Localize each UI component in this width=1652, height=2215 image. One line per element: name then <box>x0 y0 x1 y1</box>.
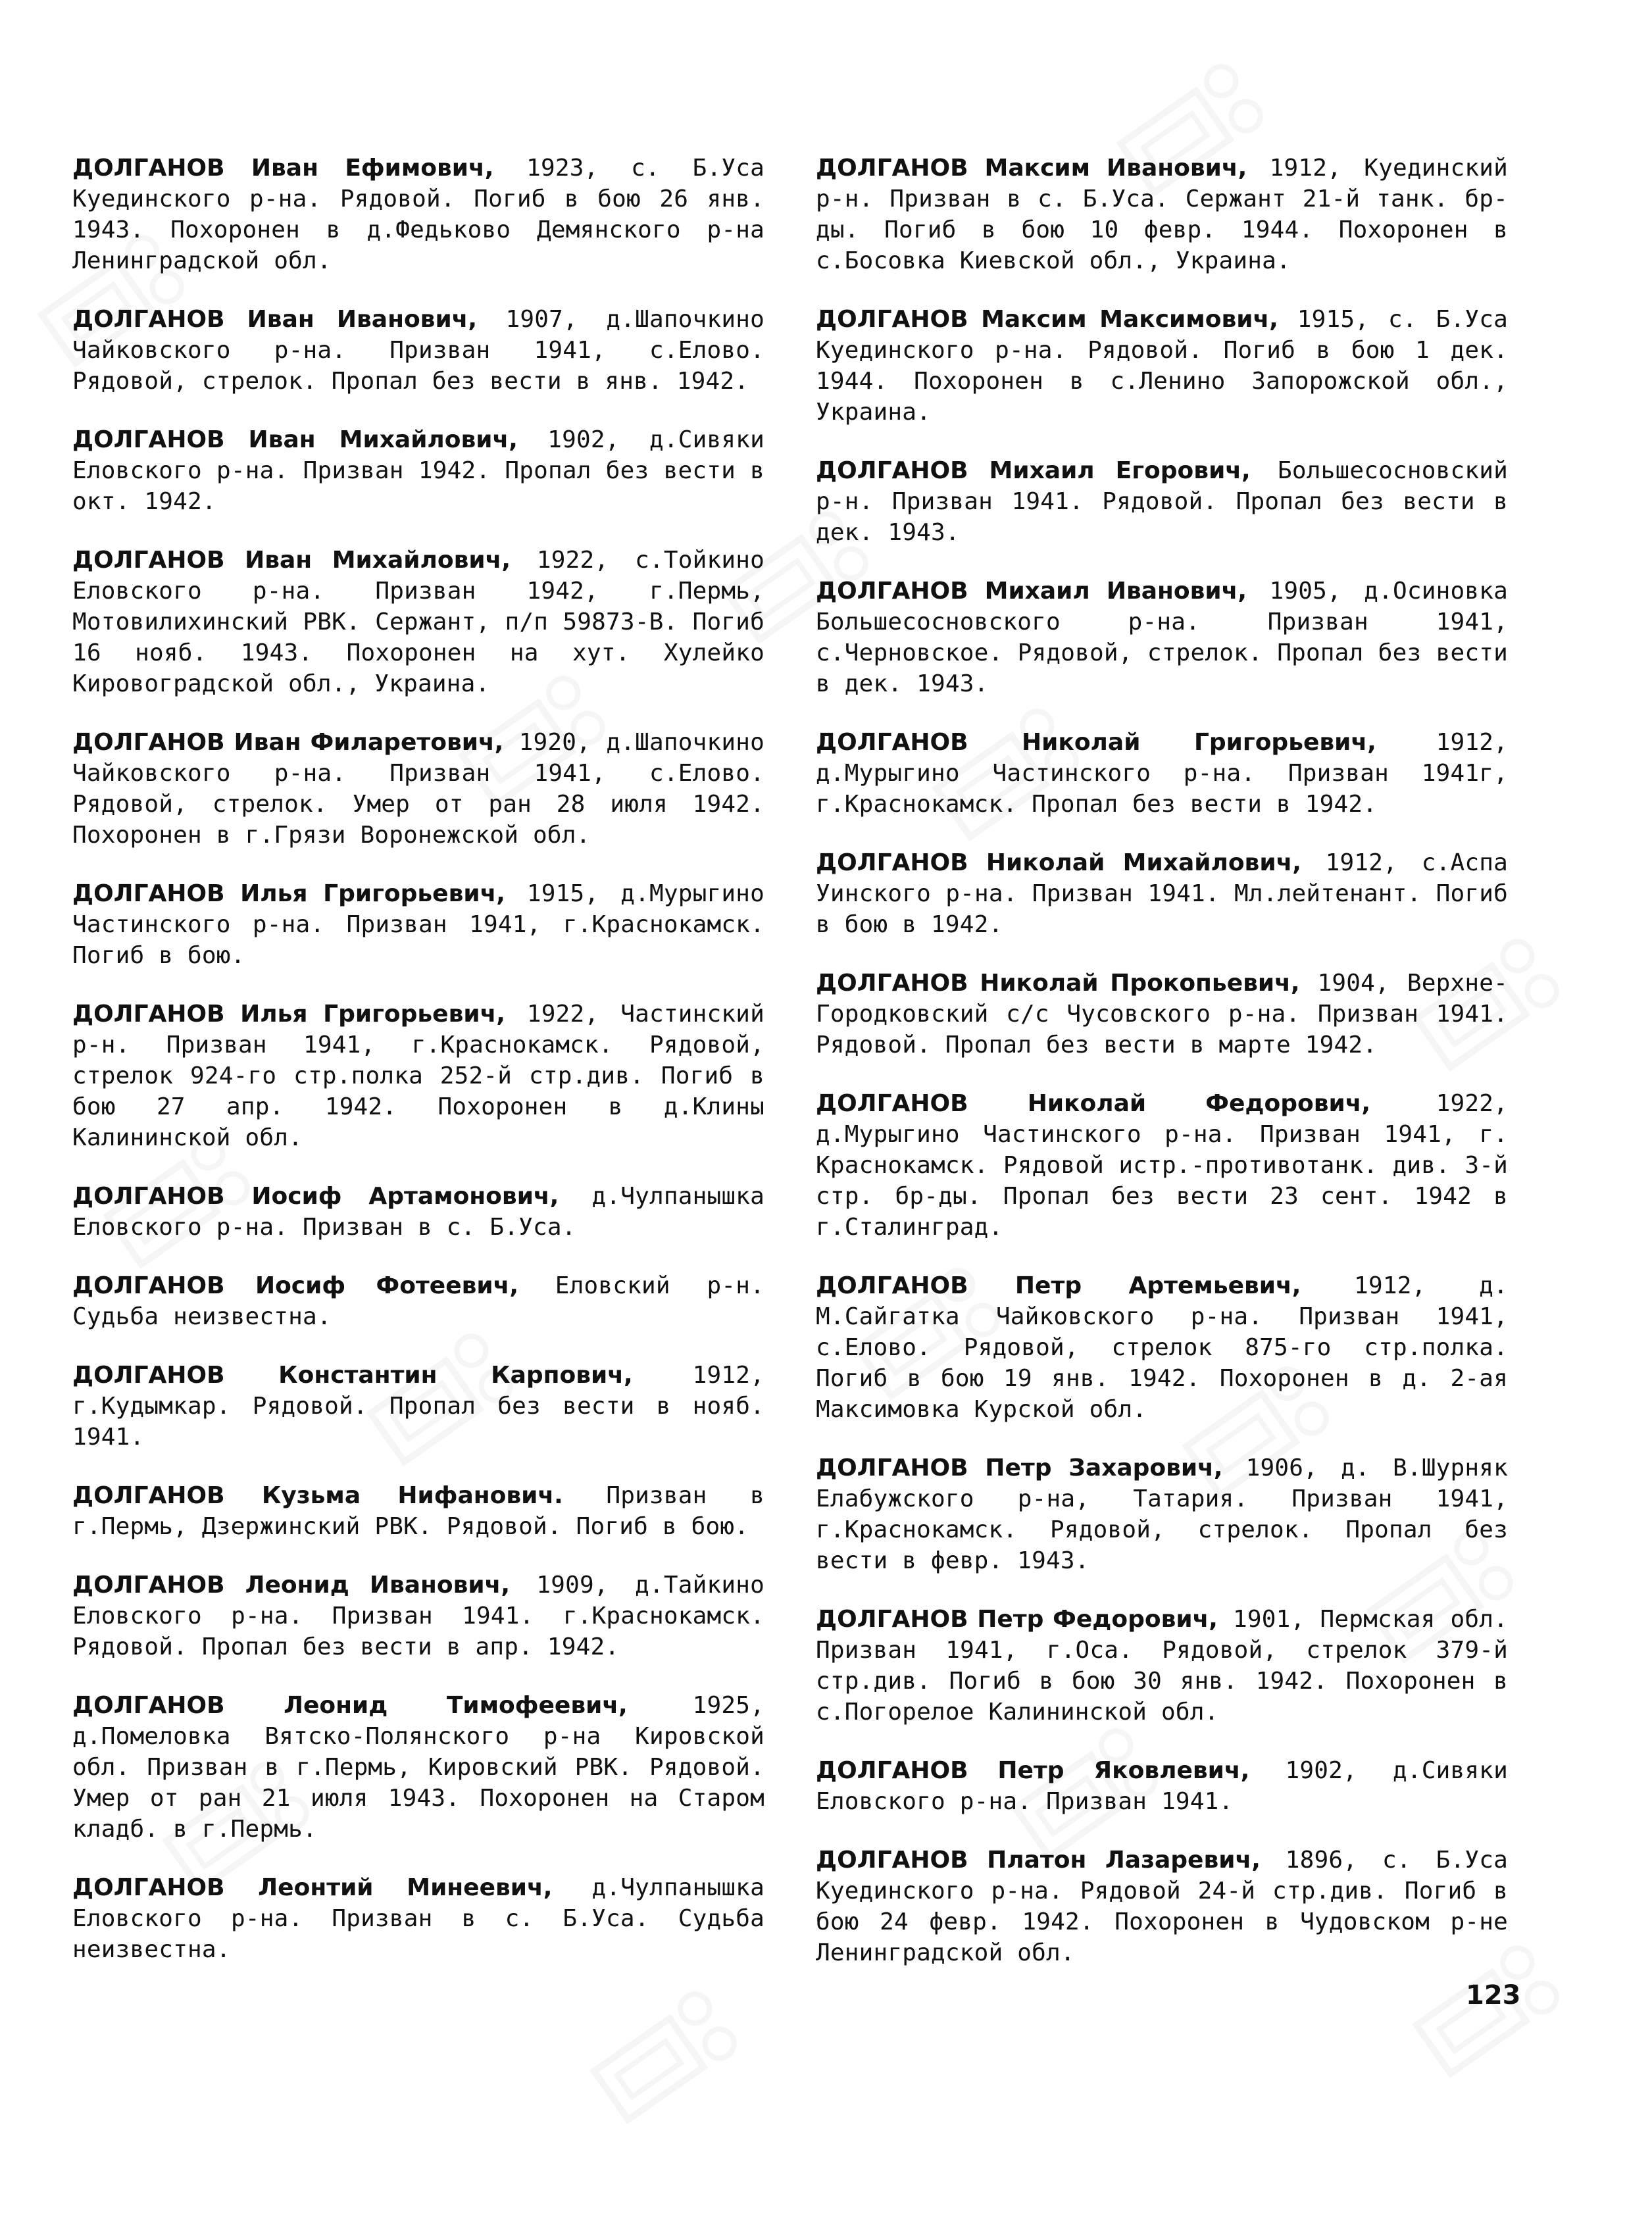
list-item <box>816 1088 1508 1243</box>
page-number: 123 <box>1466 1980 1521 2010</box>
list-item <box>72 153 764 276</box>
entry-text: 1906, д. В.Шурняк Елабужского р-на, Татария. Призван 1941, г.Краснокамск. Рядовой, стрелок. Пропал без вести в февр. 1943. <box>816 1455 1508 1574</box>
entry-name: ДОЛГАНОВ Платон Лазаревич, <box>816 1847 1261 1874</box>
entry-text: 1902, д.Сивяки Еловского р-на. Призван 1942. Пропал без вести в окт. 1942. <box>72 426 765 515</box>
list-item <box>816 455 1508 548</box>
entry-name: ДОЛГАНОВ Константин Карпович, <box>72 1362 633 1389</box>
list-item <box>816 968 1508 1060</box>
left-column <box>72 153 764 1993</box>
list-item <box>72 1570 764 1662</box>
entry-name: ДОЛГАНОВ Михаил Иванович, <box>816 578 1247 605</box>
entry-name: ДОЛГАНОВ Иосиф Фотеевич, <box>72 1272 519 1299</box>
entry-name: ДОЛГАНОВ Петр Захарович, <box>816 1455 1223 1481</box>
entry-text: 1923, с. Б.Уса Куединского р-на. Рядовой. Погиб в бою 26 янв. 1943. Похоронен в д.Федьково Демянского р-на Ленинградской обл. <box>72 155 764 274</box>
list-item <box>72 1690 764 1845</box>
entry-name: ДОЛГАНОВ Леонид Тимофеевич, <box>72 1692 628 1719</box>
list-item <box>72 878 764 971</box>
entry-text: д.Чулпанышка Еловского р-на. Призван в с. Б.Уса. Судьба неизвестна. <box>72 1874 764 1963</box>
list-item <box>72 1360 764 1453</box>
entry-name: ДОЛГАНОВ Петр Федорович, <box>816 1606 1218 1633</box>
list-item <box>816 153 1508 276</box>
archive-stamp-icon <box>578 1972 758 2140</box>
entry-name: ДОЛГАНОВ Иван Ефимович, <box>72 155 494 182</box>
entry-text: 1922, д.Мурыгино Частинского р-на. Призван 1941, г. Краснокамск. Рядовой истр.-противотанк. див. 3-й стр. бр-ды. Пропал без вести 23 сент. 1942 в г.Сталинград. <box>816 1090 1508 1241</box>
entry-text: 1912, д. М.Сайгатка Чайковского р-на. Призван 1941, с.Елово. Рядовой, стрелок 875-го стр.полка. Погиб в бою 19 янв. 1942. Похоронен в д. 2-ая Максимовка Курской обл. <box>816 1272 1508 1423</box>
list-item <box>816 1453 1508 1576</box>
entry-text: 1901, Пермская обл. Призван 1941, г.Оса. Рядовой, стрелок 379-й стр.див. Погиб в бою 30 янв. 1942. Похоронен в с.Погорелое Калининской обл. <box>816 1606 1509 1726</box>
entry-name: ДОЛГАНОВ Илья Григорьевич, <box>72 1001 505 1028</box>
entry-text: д.Чулпанышка Еловского р-на. Призван в с. Б.Уса. <box>72 1183 764 1241</box>
entry-name: ДОЛГАНОВ Иван Михайлович, <box>72 426 518 453</box>
entry-text: Призван в г.Пермь, Дзержинский РВК. Рядовой. Погиб в бою. <box>72 1482 764 1540</box>
list-item <box>72 727 764 851</box>
list-item <box>72 1480 764 1542</box>
entry-name: ДОЛГАНОВ Иосиф Артамонович, <box>72 1183 559 1210</box>
list-item <box>72 999 764 1153</box>
list-item <box>72 545 764 699</box>
list-item <box>816 576 1508 699</box>
list-item <box>816 847 1508 940</box>
entry-text: Большесосновский р-н. Призван 1941. Рядовой. Пропал без вести в дек. 1943. <box>816 457 1508 546</box>
entry-name: ДОЛГАНОВ Иван Михайлович, <box>72 547 511 574</box>
entry-text: 1902, д.Сивяки Еловского р-на. Призван 1941. <box>816 1757 1508 1815</box>
list-item <box>816 304 1508 428</box>
entry-name: ДОЛГАНОВ Леонид Иванович, <box>72 1572 511 1599</box>
entry-name: ДОЛГАНОВ Леонтий Минеевич, <box>72 1874 553 1901</box>
list-item <box>816 1845 1508 1968</box>
entry-name: ДОЛГАНОВ Николай Михайлович, <box>816 849 1301 876</box>
entry-text: 1915, с. Б.Уса Куединского р-на. Рядовой. Погиб в бою 1 дек. 1944. Похоронен в с.Ленино Запорожской обл., Украина. <box>816 306 1508 426</box>
entry-text: 1925, д.Помеловка Вятско-Полянского р-на Кировской обл. Призван в г.Пермь, Кировский РВК. Рядовой. Умер от ран 21 июля 1943. Похоронен на Старом кладб. в г.Пермь. <box>72 1692 764 1843</box>
entry-name: ДОЛГАНОВ Николай Прокопьевич, <box>816 970 1300 997</box>
entry-name: ДОЛГАНОВ Петр Артемьевич, <box>816 1272 1301 1299</box>
entry-text: 1920, д.Шапочкино Чайковского р-на. Призван 1941, с.Елово. Рядовой, стрелок. Умер от ран 28 июля 1942. Похоронен в г.Грязи Воронежской обл. <box>72 729 764 849</box>
entry-text: 1922, Частинский р-н. Призван 1941, г.Краснокамск. Рядовой, стрелок 924-го стр.полка 252-й стр.див. Погиб в бою 27 апр. 1942. Похоронен в д.Клины Калининской обл. <box>72 1001 764 1151</box>
list-item <box>816 1270 1508 1425</box>
entry-name: ДОЛГАНОВ Николай Григорьевич, <box>816 729 1376 756</box>
entry-text: 1907, д.Шапочкино Чайковского р-на. Призван 1941, с.Елово. Рядовой, стрелок. Пропал без вести в янв. 1942. <box>72 306 764 395</box>
entry-text: 1912, г.Кудымкар. Рядовой. Пропал без вести в нояб. 1941. <box>72 1362 764 1451</box>
entry-text: 1909, д.Тайкино Еловского р-на. Призван 1941. г.Краснокамск. Рядовой. Пропал без вести в апр. 1942. <box>72 1572 765 1660</box>
right-column <box>816 153 1508 1996</box>
entry-text: 1922, с.Тойкино Еловского р-на. Призван 1942, г.Пермь, Мотовилихинский РВК. Сержант, п/п 59873-В. Погиб 16 нояб. 1943. Похоронен на хут. Хулейко Кировоградской обл., Украина. <box>72 547 765 697</box>
entry-name: ДОЛГАНОВ Петр Яковлевич, <box>816 1757 1250 1784</box>
entry-text: Еловский р-н. Судьба неизвестна. <box>72 1272 765 1330</box>
list-item <box>816 727 1508 820</box>
list-item <box>816 1755 1508 1817</box>
entry-text: 1904, Верхне-Городковский с/с Чусовского р-на. Призван 1941. Рядовой. Пропал без вести в марте 1942. <box>816 970 1508 1058</box>
entry-name: ДОЛГАНОВ Иван Филаретович, <box>72 729 504 756</box>
entry-name: ДОЛГАНОВ Николай Федорович, <box>816 1090 1371 1117</box>
entry-text: 1905, д.Осиновка Большесосновского р-на. Призван 1941, с.Черновское. Рядовой, стрелок. Пропал без вести в дек. 1943. <box>816 578 1509 697</box>
entry-name: ДОЛГАНОВ Максим Максимович, <box>816 306 1278 333</box>
entry-name: ДОЛГАНОВ Кузьма Нифанович. <box>72 1482 563 1509</box>
list-item <box>72 1270 764 1332</box>
entry-name: ДОЛГАНОВ Михаил Егорович, <box>816 457 1251 484</box>
entry-text: 1912, д.Мурыгино Частинского р-на. Призван 1941г, г.Краснокамск. Пропал без вести в 1942. <box>816 729 1508 818</box>
entry-text: 1912, Куединский р-н. Призван в с. Б.Уса. Сержант 21-й танк. бр-ды. Погиб в бою 10 февр. 1944. Похоронен в с.Босовка Киевской обл., Украина. <box>816 155 1508 274</box>
entry-name: ДОЛГАНОВ Максим Иванович, <box>816 155 1247 182</box>
list-item <box>72 304 764 397</box>
list-item <box>72 1181 764 1243</box>
entry-text: 1915, д.Мурыгино Частинского р-на. Призван 1941, г.Краснокамск. Погиб в бою. <box>72 880 764 969</box>
list-item <box>72 1872 764 1965</box>
list-item <box>72 424 764 517</box>
entry-text: 1896, с. Б.Уса Куединского р-на. Рядовой 24-й стр.див. Погиб в бою 24 февр. 1942. Похоронен в Чудовском р-не Ленинградской обл. <box>816 1847 1509 1966</box>
entry-text: 1912, с.Аспа Уинского р-на. Призван 1941. Мл.лейтенант. Погиб в бою в 1942. <box>816 849 1508 938</box>
entry-name: ДОЛГАНОВ Иван Иванович, <box>72 306 478 333</box>
entry-name: ДОЛГАНОВ Илья Григорьевич, <box>72 880 505 907</box>
list-item <box>816 1604 1508 1728</box>
